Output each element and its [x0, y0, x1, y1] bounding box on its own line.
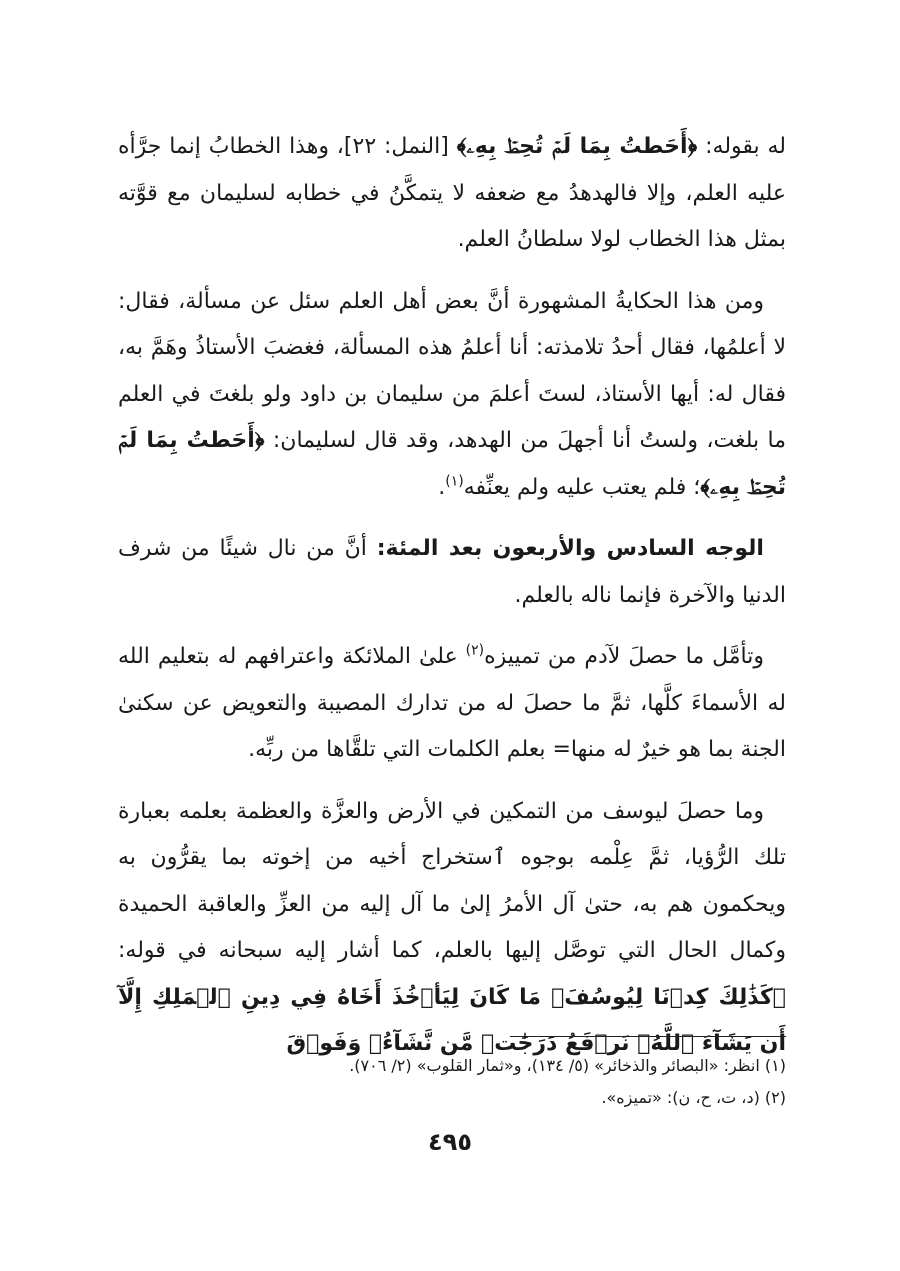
footnote-1	[118, 1050, 786, 1082]
text-run: وتأمَّل ما حصلَ لآدم من تمييزه	[484, 644, 764, 669]
paragraph-3	[118, 526, 786, 619]
text-run: علىٰ الملائكة واعترافهم له بتعليم الله له الأسماءَ كلَّها، ثمَّ ما حصلَ له من تدارك المصيبة والتعويض عن سكنىٰ الجنة بما هو خيرٌ له منها= بعلم الكلمات التي تلقَّاها من ربِّه.	[118, 644, 786, 762]
footnote-number: (٢)	[764, 1088, 786, 1107]
text-run: له بقوله:	[697, 134, 786, 159]
footnote-text: (د، ت، ح، ن): «تميزه».	[601, 1088, 760, 1107]
quran-verse: ﴿أَحَطتُ بِمَا لَمۡ تُحِطۡ بِهِۦ﴾	[118, 428, 786, 500]
text-run: ومن هذا الحكايةُ المشهورة أنَّ بعض أهل العلم سئل عن مسألة، فقال: لا أعلمُها، فقال أحدُ تلامذته: أنا أعلمُ هذه المسألة، فغضبَ الأستاذُ وهَمَّ به، فقال له: أيها الأستاذ، لستَ أعلمَ من سليمان بن داود ولو بلغتَ في العلم ما بلغت، ولستُ أنا أجهلَ من الهدهد، وقد قال لسليمان:	[118, 288, 786, 453]
main-text	[118, 124, 786, 1083]
text-run: ؛ فلم يعتب عليه ولم يعنِّفه	[463, 474, 701, 500]
text-run: أنَّ من نال شيئًا من شرف الدنيا والآخرة فإنما ناله بالعلم.	[118, 536, 786, 608]
footnote-ref-1[interactable]: (١)	[445, 473, 464, 490]
quran-verse: ﴿أَحَطتُ بِمَا لَمۡ تُحِطۡ بِهِۦ﴾	[456, 134, 698, 159]
text-run: وما حصلَ ليوسف من التمكين في الأرض والعزَّة والعظمة بعلمه بعبارة تلك الرُّؤيا، ثمَّ عِلْمه بوجوه ٱستخراج أخيه من إخوته بما يقرُّون به ويحكمون هم به، حتىٰ آل الأمرُ إلىٰ ما آل إليه من العزِّ والعاقبة الحميدة وكمال الحال التي توصَّل إليها بالعلم، كما أشار إليه سبحانه في قوله:	[118, 798, 786, 963]
text-run: [النمل: ٢٢]، وهذا الخطابُ إنما جرَّأه عليه العلم، وإلا فالهدهدُ مع ضعفه لا يتمكَّنُ في خطابه لسليمان مع قوَّته بمثل هذا الخطاب لولا سلطانُ العلم.	[118, 134, 786, 252]
quran-verse: ﴿كَذَٰلِكَ كِدۡنَا لِيُوسُفَۖ مَا كَانَ لِيَأۡخُذَ أَخَاهُ فِي دِينِ ٱلۡمَلِكِ إِلَّآ أَن يَشَآءَ ٱللَّهُۚ نَرۡفَعُ دَرَجَٰتٖ مَّن نَّشَآءُۗ وَفَوۡقَ	[118, 984, 786, 1056]
footnote-number: (١)	[764, 1056, 786, 1075]
page-number: ٤٩٥	[428, 1128, 472, 1156]
paragraph-5	[118, 789, 786, 1068]
paragraph-2	[118, 279, 786, 512]
footnote-divider	[510, 1036, 786, 1037]
paragraph-1	[118, 124, 786, 264]
text-run: .	[438, 474, 446, 500]
footnotes	[118, 1050, 786, 1114]
footnote-text: انظر: «البصائر والذخائر» (٥/ ١٣٤)، و«ثمار القلوب» (٢/ ٧٠٦).	[349, 1056, 760, 1075]
paragraph-4	[118, 634, 786, 774]
footnote-ref-2[interactable]: (٢)	[465, 642, 485, 659]
section-heading: الوجه السادس والأربعون بعد المئة:	[376, 536, 764, 561]
footnote-2	[118, 1082, 786, 1114]
